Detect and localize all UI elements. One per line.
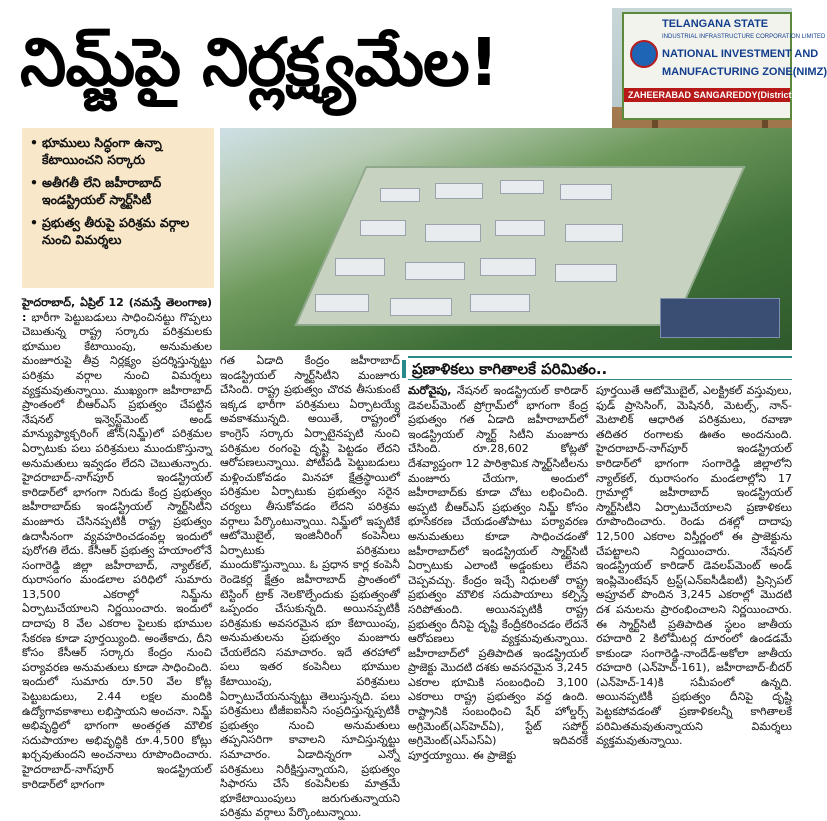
article-column-1 xyxy=(22,296,212,804)
highlight-item: • ప్రభుత్వ తీరుపై పరిశ్రమ వర్గాల నుంచి విమర్శలు xyxy=(30,214,206,248)
dateline: హైదరాబాద్, ఏప్రిల్ 12 (నమస్తే తెలంగాణ) : xyxy=(22,296,212,324)
building xyxy=(470,294,530,312)
building xyxy=(390,298,452,316)
highlight-text: భూములు సిద్ధంగా ఉన్నా కేటాయించని సర్కారు xyxy=(42,135,162,167)
building xyxy=(565,224,623,242)
highlight-text: ప్రభుత్వ తీరుపై పరిశ్రమ వర్గాల నుంచి విమర్శలు xyxy=(42,215,190,247)
building xyxy=(315,294,369,312)
building xyxy=(360,220,406,236)
solar-panel-array xyxy=(660,298,780,338)
building xyxy=(425,224,481,242)
article-column-2 xyxy=(220,354,400,820)
article-text: భారీగా పెట్టుబడులు సాధించినట్టు గొప్పలు చెబుతున్న రాష్ట్ర సర్కారు పరిశ్రమలకు భూముల కేటాయింపు, అనుమతుల మంజూరుపై తీవ్ర నిర్లక్ష్యం ప్రదర్శిస్తున్నట్టు పరిశ్రమ వర్గాల నుంచి విమర్శలు వ్యక్తమవుతున్నాయి. ముఖ్యంగా జహీరాబాద్ ప్రాంతంలో బీఆర్‌ఎస్ ప్రభుత్వం చేపట్టిన నేషనల్ ఇన్వెస్ట్‌మెంట్ అండ్ మాన్యుఫ్యాక్చరింగ్ జోన్(నిమ్జ్)లో పరిశ్రమల ఏర్పాటుకు పలు పరిశ్రమలు ముందుకొస్తున్నా అనుమతులు ఇవ్వడం లేదని చెబుతున్నారు. హైదరాబాద్-నాగ్‌పూర్ ఇండస్ట్రియల్ కారిడార్‌లో భాగంగా నిరుడు కేంద్ర ప్రభుత్వం జహీరాబాద్‌కు ఇండస్ట్రియల్ స్మార్ట్‌సిటీని మంజూరు చేసినప్పటికీ రాష్ట్ర ప్రభుత్వం ఉదాసీనంగా వ్యవహరించడంవల్ల ఇందులో పురోగతి లేదు. కేసీఆర్ ప్రభుత్వ హయాంలోనే సంగారెడ్డి జిల్లా జహీరాబాద్, న్యాల్‌కల్, ఝరాసంగం మండలాల పరిధిలో సుమారు 13,500 ఎకరాల్లో నిమ్జ్‌ను ఏర్పాటుచేయాలని నిర్ణయించారు. ఇందులో దాదాపు 8 వేల ఎకరాల పైలుకు భూముల సేకరణ కూడా పూర్తయ్యింది. అంతేకాదు, దీని కోసం కేసీఆర్ సర్కారు కేంద్రం నుంచి పర్యావరణ అనుమతులు కూడా సాధించింది. ఇందులో సుమారు రూ.50 వేల కోట్ల పెట్టుబడులు, 2.44 లక్షల మందికి ఉద్యోగావకాశాలు లభిస్తాయని అంచనా. నిమ్జ్ అభివృద్ధిలో భాగంగా అంతర్గత మౌలిక సదుపాయాల అభివృద్ధికి రూ.4,500 కోట్లు ఖర్చవుతుందని అంచనాలు రూపొందించారు. హైదరాబాద్-నాగ్‌పూర్ ఇండస్ట్రియల్ కారిడార్‌లో భాగంగా xyxy=(22,310,212,791)
lead-word: మరోవైపు, xyxy=(408,384,452,397)
building xyxy=(405,262,465,280)
highlight-item: • అతీగతీ లేని జహీరాబాద్ ఇండస్ట్రియల్ స్మార్ట్‌సిటీ xyxy=(30,174,206,208)
sign-line: NATIONAL INVESTMENT AND xyxy=(662,48,819,60)
article-column-3 xyxy=(408,384,588,804)
building xyxy=(555,264,617,282)
highlight-text: అతీగతీ లేని జహీరాబాద్ ఇండస్ట్రియల్ స్మార్ట్‌సిటీ xyxy=(42,175,162,207)
industrial-zone-aerial-photo xyxy=(220,128,792,350)
signboard xyxy=(622,12,827,120)
building xyxy=(500,180,544,194)
building xyxy=(495,220,545,236)
tsiic-logo-icon xyxy=(630,40,658,68)
building xyxy=(380,188,420,202)
headline: నిమ్జ్‌పై నిర్లక్ష్యమేల! xyxy=(20,24,498,101)
sign-line: INDUSTRIAL INFRASTRUCTURE CORPORATION LIMITED xyxy=(662,34,826,40)
article-text: గత ఏడాది కేంద్రం జహీరాబాద్ ఇండస్ట్రియల్ స్మార్ట్‌సిటీని మంజూరు చేసింది. రాష్ట్ర ప్రభుత్వం చొరవ తీసుకుంటే ఇక్కడ భారీగా పరిశ్రమలు ఏర్పాటయ్యే అవకాశమున్నది. అయితే, రాష్ట్రంలో కాంగ్రెస్ సర్కారు ఏర్పాటైనప్పటి నుంచి పరిశ్రమల రంగంపై దృష్టి పెట్టడం లేదని ఆరోపణలున్నాయి. పోటీపడి పెట్టుబడులు మళ్లించుకోవడం మినహా క్షేత్రస్థాయిలో పరిశ్రమల ఏర్పాటుకు ప్రభుత్వం సరైన చర్యలు తీసుకోవడం లేదని పరిశ్రమ వర్గాలు పేర్కొంటున్నాయి. నిమ్జ్‌లో ఇప్పటికే ఆటోమొబైల్, ఇంజినీరింగ్ కంపెనీలు ఏర్పాటుకు పరిశ్రమలు ముందుకొస్తున్నాయి. ఓ ప్రధాన కార్ల కంపెనీ రెండెకర్ల క్షేత్రం జహీరాబాద్ ప్రాంతంలో టెస్టింగ్ ట్రాక్ నెలకొల్పేందుకు ప్రభుత్వంతో ఒప్పందం చేసుకున్నది. అయినప్పటికీ పరిశ్రమకు అవసరమైన భూ కేటాయింపు, అనుమతులను ప్రభుత్వం మంజూరు చేయలేదని సమాచారం. ఇదే తరహాలో పలు ఇతర కంపెనీలు భూముల కేటాయింపు, పరిశ్రమలు ఏర్పాటుచేయనున్నట్టు తెలుస్తున్నది. పలు పరిశ్రమలు టీజీఐఐసీని సంప్రదిస్తున్నప్పటికీ ప్రభుత్వం నుంచి అనుమతులు తప్పనిసరిగా కావాలని సూచిస్తున్నట్టు సమాచారం. ఏడాదిన్నరగా ఎన్నో పరిశ్రమలు నిరీక్షిస్తున్నాయని, ప్రభుత్వం సిఫారసు చేసే కంపెనీలకు మాత్రమే భూకేటాయింపులు జరుగుతున్నాయని పరిశ్రమ వర్గాలు పేర్కొంటున్నాయి. xyxy=(220,354,400,820)
building xyxy=(435,183,483,199)
article-column-4 xyxy=(596,384,792,804)
sign-district-strip: ZAHEERABAD SANGAREDDY(District) xyxy=(624,88,790,102)
highlight-item: • భూములు సిద్ధంగా ఉన్నా కేటాయించని సర్కారు xyxy=(30,134,206,168)
building xyxy=(335,258,385,276)
sign-line: MANUFACTURING ZONE(NIMZ) xyxy=(662,66,827,78)
article-text: నేషనల్ ఇండస్ట్రియల్ కారిడార్ డెవలప్‌మెంట్ ప్రోగ్రామ్‌లో భాగంగా కేంద్ర ప్రభుత్వం గత ఏడాది జహీరాబాద్‌లో ఇండస్ట్రియల్ స్మార్ట్ సిటీని మంజూరు చేసింది. రూ.28,602 కోట్లతో దేశవ్యాప్తంగా 12 పారిశ్రామిక స్మార్ట్‌సిటీలను మంజూరు చేయగా, అందులో జహీరాబాద్‌కు కూడా చోటు లభించింది. అప్పటి బీఆర్‌ఎస్ ప్రభుత్వం నిమ్జ్ కోసం భూసేకరణ చేయడంతోపాటు పర్యావరణ అనుమతులు కూడా సాధించడంతో జహీరాబాద్‌లో ఇండస్ట్రియల్ స్మార్ట్‌సిటీ ఏర్పాటుకు ఎలాంటి అడ్డంకులు లేవని చెప్పవచ్చు. కేంద్రం ఇచ్చే నిధులతో రాష్ట్ర ప్రభుత్వం మౌలిక సదుపాయాలు కల్పిస్తే సరిపోతుంది. అయినప్పటికీ రాష్ట్ర ప్రభుత్వం దీనిపై దృష్టి కేంద్రీకరించడం లేదనే ఆరోపణలు వ్యక్తమవుతున్నాయి. జహీరాబాద్‌లో ప్రతిపాదిత ఇండస్ట్రియల్ ప్రాజెక్టు మొదటి దశకు అవసరమైన 3,245 ఎకరాల భూమికి సంబంధించి 3,100 ఎకరాలు రాష్ట్ర ప్రభుత్వం వద్ద ఉంది. రాష్ట్రానికి సంబంధించి షేర్ హోల్డర్స్ అగ్రిమెంట్(ఎస్‌హెచ్‌ఏ), స్టేట్ సపోర్ట్ అగ్రిమెంట్(ఎస్‌ఎస్‌ఏ) ఇదివరకే పూర్తయ్యాయి. ఈ ప్రాజెక్టు xyxy=(408,384,588,762)
highlights-box xyxy=(22,128,214,288)
building xyxy=(480,258,536,276)
sign-line: TELANGANA STATE xyxy=(662,18,769,30)
article-text: పూర్తయితే ఆటోమొబైల్, ఎలక్ట్రికల్ వస్తువులు, ఫుడ్ ప్రాసెసింగ్, మెషినరీ, మెటల్స్, నాన్-మెటాలిక్ ఆధారిత పరిశ్రమలు, రవాణా తదితర రంగాలకు ఊతం అందనుంది. హైదరాబాద్-నాగ్‌పూర్ ఇండస్ట్రియల్ కారిడార్‌లో భాగంగా సంగారెడ్డి జిల్లాలోని న్యాల్‌కల్, ఝరాసంగం మండలాల్లోని 17 గ్రామాల్లో జహీరాబాద్ ఇండస్ట్రియల్ స్మార్ట్‌సిటీని ఏర్పాటుచేయాలని ప్రణాళికలు రూపొందించారు. రెండు దశల్లో దాదాపు 12,500 ఎకరాల విస్తీర్ణంలో ఈ ప్రాజెక్టును చేపట్టాలని నిర్ణయించారు. నేషనల్ ఇండస్ట్రియల్ కారిడార్ డెవలప్‌మెంట్ అండ్ ఇంప్లిమెంటేషన్ ట్రస్ట్(ఎన్‌ఐసీడీఐటీ) ప్రిన్సిపల్ అప్రూవల్ పొందిన 3,245 ఎకరాల్లో మొదటి దశ పనులను ప్రారంభించాలని నిర్ణయించారు. ఈ స్మార్ట్‌సిటీ ప్రతిపాదిత స్థలం జాతీయ రహదారి 2 కిలోమీటర్ల దూరంలో ఉండడమే కాకుండా సంగారెడ్డి-నాందేడ్-అకోలా జాతీయ రహదారి (ఎన్‌హెచ్-161), జహీరాబాద్-బీదర్ (ఎన్‌హెచ్-14)కి సమీపంలో ఉన్నది. అయినప్పటికీ ప్రభుత్వం దీనిపై దృష్టి పెట్టకపోవడంతో ప్రణాళికలన్నీ కాగితాలకే పరిమితమవుతున్నాయని విమర్శలు వ్యక్తమవుతున్నాయి. xyxy=(596,384,792,748)
building xyxy=(560,184,612,200)
section-subheading: ప్రణాళికలు కాగితాలకే పరిమితం.. xyxy=(408,356,792,380)
